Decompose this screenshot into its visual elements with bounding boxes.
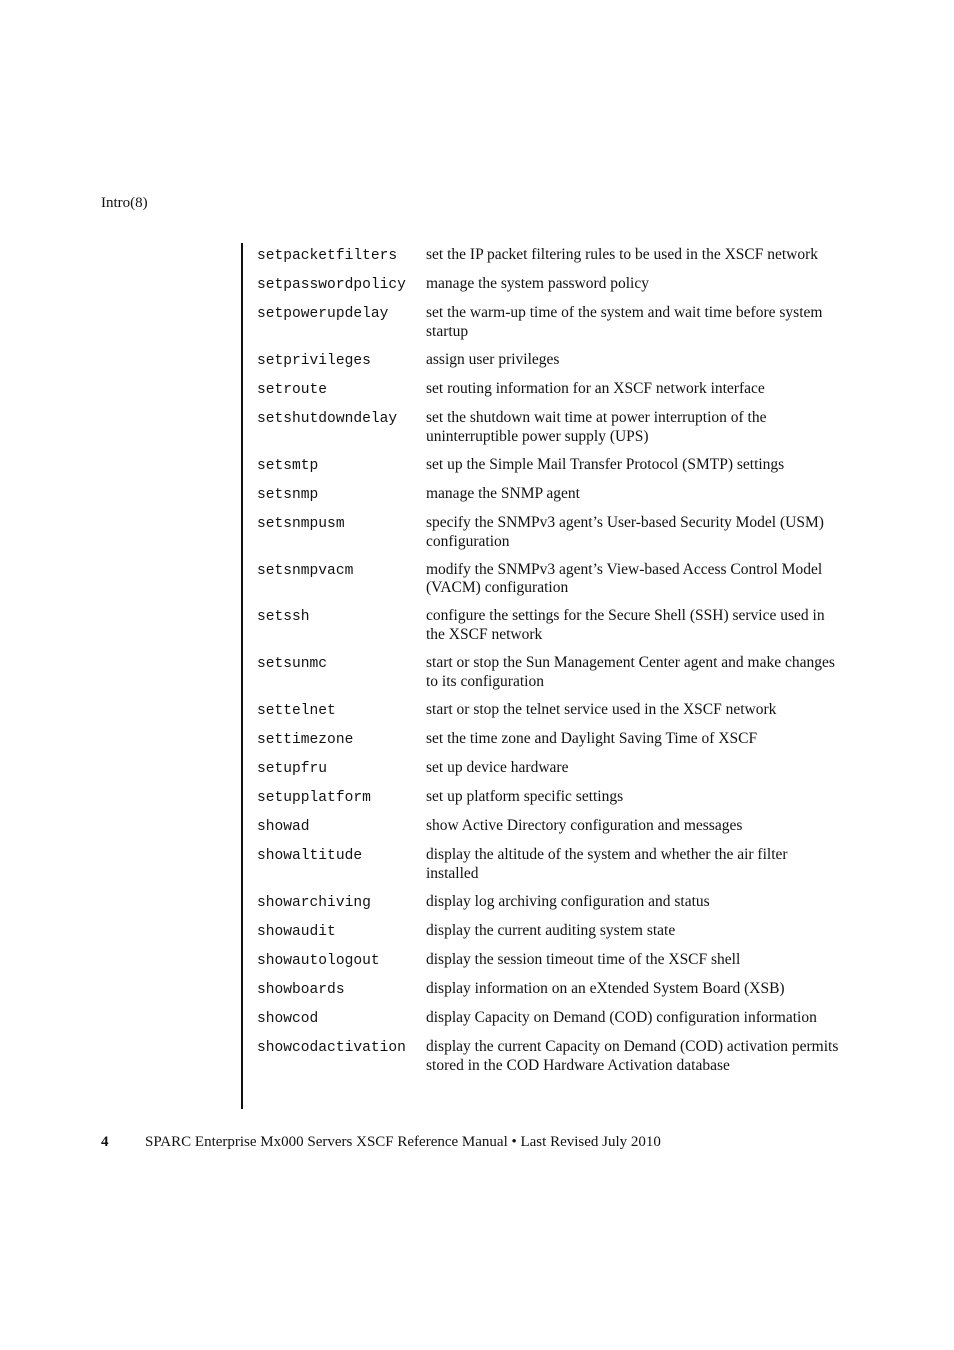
command-name: showad [257, 819, 310, 836]
command-row [257, 1009, 847, 1029]
command-description: set routing information for an XSCF network interface [426, 379, 765, 397]
command-row [257, 701, 847, 721]
command-description: configure the settings for the Secure Shell (SSH) service used in the XSCF network [426, 607, 825, 643]
command-row [257, 951, 847, 971]
command-name: setsmtp [257, 457, 319, 474]
command-description: display the altitude of the system and whether the air filter installed [426, 846, 788, 882]
command-row [257, 304, 847, 341]
command-name: setsnmp [257, 486, 319, 503]
command-name: settimezone [257, 731, 354, 748]
change-bar [241, 243, 243, 1109]
command-row [257, 485, 847, 505]
command-description: display log archiving configuration and status [426, 892, 710, 910]
command-name: showarchiving [257, 894, 371, 911]
command-name: setupfru [257, 760, 328, 777]
command-description: set up the Simple Mail Transfer Protocol (SMTP) settings [426, 455, 785, 473]
command-description: set up device hardware [426, 758, 569, 776]
command-row [257, 380, 847, 400]
command-description: start or stop the Sun Management Center agent and make changes to its configuration [426, 654, 835, 690]
command-name: setsnmpvacm [257, 562, 354, 579]
command-description: display information on an eXtended System Board (XSB) [426, 980, 785, 998]
command-name: settelnet [257, 702, 336, 719]
running-head: Intro(8) [101, 195, 148, 211]
command-description: display Capacity on Demand (COD) configuration information [426, 1009, 817, 1027]
command-name: showcod [257, 1011, 319, 1028]
command-row [257, 456, 847, 476]
command-name: setroute [257, 381, 328, 398]
footer-title: SPARC Enterprise Mx000 Servers XSCF Reference Manual • Last Revised July 2010 [145, 1134, 661, 1150]
command-row [257, 893, 847, 913]
command-name: showcodactivation [257, 1040, 406, 1057]
command-description: set up platform specific settings [426, 787, 624, 805]
command-row [257, 759, 847, 779]
command-row [257, 730, 847, 750]
command-description: manage the system password policy [426, 275, 649, 293]
command-name: setprivileges [257, 352, 371, 369]
command-row [257, 788, 847, 808]
command-description: display the current Capacity on Demand (COD) activation permits stored in the COD Hardware Activation database [426, 1038, 839, 1074]
command-row [257, 1038, 847, 1075]
command-description: set the time zone and Daylight Saving Time of XSCF [426, 729, 758, 747]
command-row [257, 275, 847, 295]
command-description: set the IP packet filtering rules to be used in the XSCF network [426, 246, 819, 263]
command-row [257, 980, 847, 1000]
command-row [257, 246, 847, 266]
command-name: showaudit [257, 923, 336, 940]
page-number: 4 [101, 1134, 109, 1150]
command-row [257, 351, 847, 371]
command-name: setsunmc [257, 656, 328, 672]
command-description: display the session timeout time of the XSCF shell [426, 951, 741, 969]
command-name: setshutdowndelay [257, 411, 398, 428]
command-row [257, 607, 847, 644]
command-name: setssh [257, 609, 310, 626]
command-row [257, 654, 847, 691]
command-name: setsnmpusm [257, 515, 345, 532]
command-description: specify the SNMPv3 agent’s User-based Security Model (USM) configuration [426, 513, 824, 550]
command-row [257, 514, 847, 551]
command-description: set the warm-up time of the system and wait time before system startup [426, 304, 823, 340]
command-description: set the shutdown wait time at power interruption of the uninterruptible power supply (UPS) [426, 409, 767, 445]
command-name: setpacketfilters [257, 248, 398, 264]
command-row [257, 409, 847, 446]
command-name: showautologout [257, 953, 380, 970]
page-footer [101, 1132, 661, 1152]
command-name: setupplatform [257, 789, 371, 806]
command-description: start or stop the telnet service used in the XSCF network [426, 700, 777, 718]
command-description: assign user privileges [426, 350, 560, 368]
command-row [257, 817, 847, 837]
command-row [257, 922, 847, 942]
command-description: display the current auditing system state [426, 921, 676, 939]
command-description: show Active Directory configuration and messages [426, 817, 743, 835]
command-description: modify the SNMPv3 agent’s View-based Access Control Model (VACM) configuration [426, 560, 823, 597]
command-name: setpasswordpolicy [257, 277, 406, 294]
command-table [257, 246, 847, 1085]
command-row [257, 846, 847, 883]
command-row [257, 561, 847, 598]
command-name: showaltitude [257, 848, 363, 865]
command-description: manage the SNMP agent [426, 484, 580, 502]
command-name: setpowerupdelay [257, 306, 389, 323]
command-name: showboards [257, 982, 345, 999]
